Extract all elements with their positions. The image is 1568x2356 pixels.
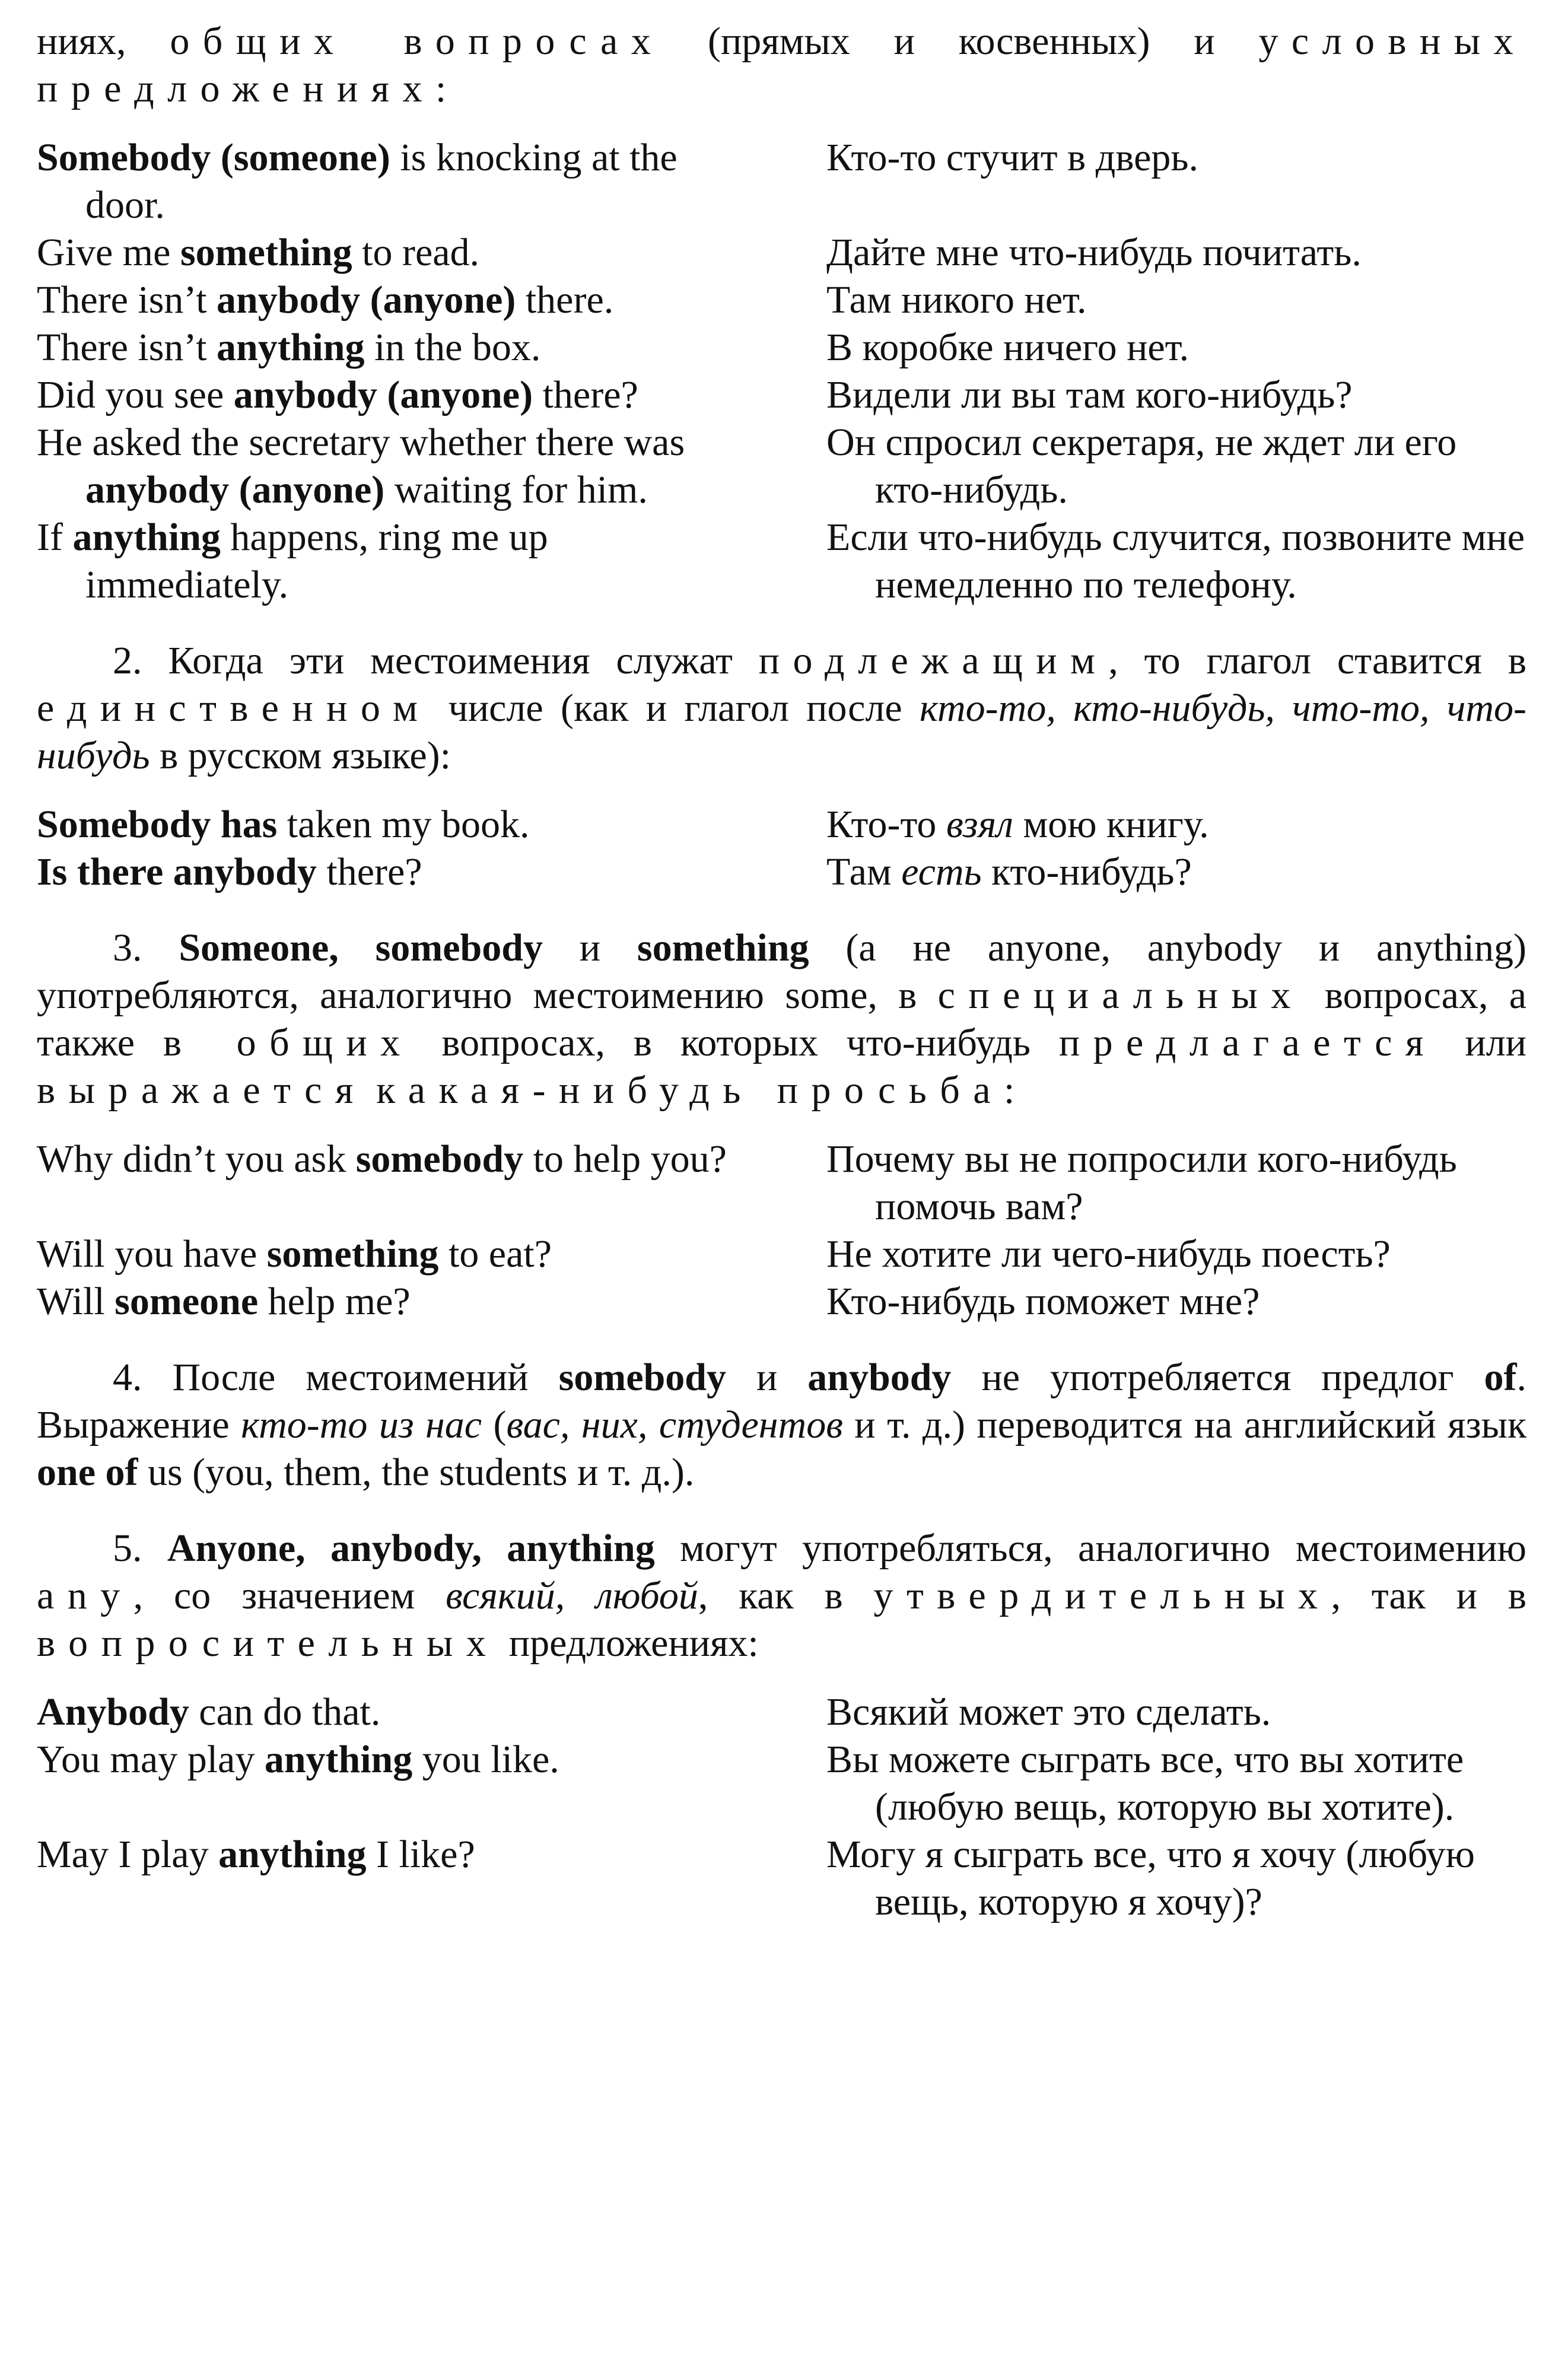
english-example: [37, 229, 731, 276]
text-run: , со значением: [133, 1574, 446, 1617]
keyword: anything: [218, 1833, 367, 1876]
keyword: Is there anybody: [37, 850, 317, 894]
rule-number: 3.: [113, 926, 142, 969]
text-run: , так и в: [1331, 1574, 1526, 1617]
text-run: Why didn’t you ask: [37, 1137, 356, 1181]
spaced-term: вопросительных: [37, 1621, 500, 1665]
text-run: help me?: [258, 1280, 411, 1323]
examples-2: [37, 801, 1526, 896]
text-run: После местоимений: [142, 1356, 559, 1399]
keyword: anything: [217, 326, 365, 369]
spaced-term: общих вопросах: [170, 20, 664, 63]
example-row: [37, 514, 1526, 609]
english-example: [37, 1278, 731, 1325]
keyword: of: [1484, 1356, 1517, 1399]
russian-translation: [826, 801, 1526, 848]
spaced-term: какая-нибудь просьба: [376, 1069, 1004, 1112]
english-example: [37, 1136, 731, 1231]
english-example: [37, 371, 731, 419]
example-row: [37, 371, 1526, 419]
text-run: [96, 1451, 106, 1494]
example-row: [37, 229, 1526, 276]
keyword: anything: [72, 516, 221, 559]
keyword: Somebody: [37, 136, 211, 179]
text-run: числе (как и глагол после: [431, 686, 920, 730]
text-run: мою книгу.: [1013, 803, 1209, 846]
text-run: и: [726, 1356, 808, 1399]
text-run: [211, 136, 221, 179]
keyword: something: [266, 1232, 439, 1276]
examples-3: [37, 1136, 1526, 1325]
text-run: He asked the secretary whether there was: [37, 421, 685, 464]
text-run: May I play: [37, 1833, 219, 1876]
english-example: [37, 801, 731, 848]
russian-translation: Видели ли вы там кого-нибудь?: [826, 373, 1353, 416]
russian-translation: Если что-нибудь случится, позвоните мне немедленно по телефону.: [826, 516, 1525, 606]
rule-4-paragraph: [37, 1354, 1526, 1496]
keyword: (someone): [220, 136, 390, 179]
text-run: Там: [826, 850, 902, 894]
english-example: [37, 848, 731, 896]
text-run: и: [542, 926, 637, 969]
text-run: не употребляется предлог: [951, 1356, 1484, 1399]
italic-term: взял: [946, 803, 1013, 846]
russian-translation: Не хотите ли чего-нибудь поесть?: [826, 1232, 1391, 1276]
text-run: you like.: [412, 1738, 559, 1781]
text-run: Give me: [37, 231, 180, 274]
example-row: [37, 1689, 1526, 1736]
russian-translation: Вы можете сыграть все, что вы хотите (любую вещь, которую вы хотите).: [826, 1738, 1464, 1829]
keyword: somebody: [355, 1137, 524, 1181]
keyword: anybody: [807, 1356, 952, 1399]
russian-translation: Кто-нибудь поможет мне?: [826, 1280, 1260, 1323]
english-example: [37, 1689, 731, 1736]
rule-number: 4.: [113, 1356, 142, 1399]
text-run: предложениях:: [499, 1621, 759, 1665]
english-example: [37, 276, 731, 324]
text-run: . Выражение: [37, 1356, 1526, 1446]
text-run: [377, 373, 387, 416]
text-run: to eat?: [438, 1232, 552, 1276]
spaced-term: выражается: [37, 1069, 367, 1112]
rule-number: 5.: [113, 1527, 142, 1570]
text-run: Did you see: [37, 373, 234, 416]
text-run: If: [37, 516, 73, 559]
text-run: [367, 1069, 377, 1112]
text-run: is knocking at the door.: [85, 136, 678, 227]
text-run: Кто-то: [826, 803, 946, 846]
text-run: Will: [37, 1280, 115, 1323]
text-run: Will you have: [37, 1232, 267, 1276]
italic-term: есть: [901, 850, 982, 894]
russian-translation: Он спросил секретаря, не ждет ли его кто-нибудь.: [826, 421, 1457, 511]
keyword: (anyone): [387, 373, 533, 416]
spaced-term: специальных: [937, 974, 1304, 1017]
example-row: [37, 1278, 1526, 1325]
keyword: of: [105, 1451, 138, 1494]
russian-translation: Кто-то стучит в дверь.: [826, 136, 1198, 179]
rule-5-paragraph: [37, 1525, 1526, 1667]
text-run: there.: [516, 278, 614, 322]
keyword: one: [37, 1451, 96, 1494]
spaced-term: предлагается: [1058, 1021, 1437, 1064]
intro-paragraph: [37, 18, 1526, 113]
text-run: или: [1436, 1021, 1526, 1064]
russian-translation: Почему вы не попросили кого-нибудь помочь вам?: [826, 1137, 1457, 1228]
rule-3-paragraph: [37, 924, 1526, 1114]
example-row: [37, 848, 1526, 896]
keyword: somebody: [558, 1356, 726, 1399]
english-example: [37, 514, 731, 609]
spaced-term: единственном: [37, 686, 431, 730]
example-row: [37, 134, 1526, 229]
text-run: [142, 926, 179, 969]
keyword: Anyone, anybody, anything: [167, 1527, 655, 1570]
english-example: [37, 134, 731, 229]
russian-translation: [826, 848, 1526, 896]
text-run: to read.: [352, 231, 480, 274]
text-run: [142, 1527, 167, 1570]
examples-5: [37, 1689, 1526, 1926]
examples-1: [37, 134, 1526, 609]
text-run: в русском языке):: [150, 734, 451, 777]
example-row: [37, 1231, 1526, 1278]
text-run: there?: [533, 373, 638, 416]
keyword: something: [180, 231, 352, 274]
text-run: us (you, them, the students и т. д.).: [138, 1451, 695, 1494]
italic-term: кто-то из нас: [241, 1403, 482, 1446]
russian-translation: Могу я сыграть все, что я хочу (любую вещь, которую я хочу)?: [826, 1833, 1475, 1923]
text-run: I like?: [366, 1833, 475, 1876]
italic-term: всякий, любой: [446, 1574, 698, 1617]
english-example: [37, 419, 731, 514]
text-run: Когда эти местоимения служат: [142, 639, 759, 682]
example-row: [37, 801, 1526, 848]
rule-2-paragraph: [37, 637, 1526, 780]
english-example: [37, 324, 731, 371]
example-row: [37, 1136, 1526, 1231]
spaced-term: в общих: [163, 1021, 414, 1064]
text-run: могут употребляться, аналогично местоимению: [654, 1527, 1526, 1570]
spaced-term: any: [37, 1574, 133, 1617]
text-run: вопросах, в которых что-нибудь: [413, 1021, 1059, 1064]
spaced-term: условных предложениях: [37, 20, 1527, 110]
spaced-term: утвердительных: [873, 1574, 1331, 1617]
keyword: (anyone): [238, 468, 385, 511]
text-run: in the box.: [364, 326, 541, 369]
keyword: Anybody: [37, 1690, 189, 1734]
text-run: [229, 468, 239, 511]
text-run: ниях,: [37, 20, 170, 63]
text-run: :: [1004, 1069, 1015, 1112]
text-run: , как в: [698, 1574, 874, 1617]
keyword: anybody: [217, 278, 361, 322]
keyword: anybody: [85, 468, 230, 511]
russian-translation: Дайте мне что-нибудь почитать.: [826, 231, 1362, 274]
english-example: [37, 1831, 731, 1926]
text-run: (: [482, 1403, 507, 1446]
keyword: someone: [115, 1280, 259, 1323]
keyword: Someone, somebody: [179, 926, 543, 969]
text-run: :: [435, 67, 447, 110]
text-run: There isn’t: [37, 278, 217, 322]
spaced-term: подлежащим: [758, 639, 1109, 682]
example-row: [37, 324, 1526, 371]
text-run: , то глагол ставится в: [1108, 639, 1526, 682]
english-example: [37, 1231, 731, 1278]
keyword: anybody: [233, 373, 377, 416]
rule-number: 2.: [113, 639, 142, 682]
text-run: You may play: [37, 1738, 265, 1781]
text-run: (а не anyone, anybody и anything) употребляются, аналогично местоимению some, в: [37, 926, 1526, 1017]
keyword: anything: [264, 1738, 413, 1781]
example-row: [37, 1831, 1526, 1926]
example-row: [37, 419, 1526, 514]
example-row: [37, 276, 1526, 324]
text-run: и т. д.) переводится на английский язык: [842, 1403, 1527, 1446]
text-run: (прямых и косвенных) и: [664, 20, 1259, 63]
russian-translation: Всякий может это сделать.: [826, 1690, 1271, 1734]
text-run: кто-нибудь?: [981, 850, 1192, 894]
keyword: something: [637, 926, 809, 969]
keyword: Somebody has: [37, 803, 278, 846]
text-run: waiting for him.: [384, 468, 648, 511]
italic-term: кто-то, кто-нибудь, что-то, что-нибудь: [37, 686, 1526, 777]
text-run: taken my book.: [277, 803, 530, 846]
text-run: вопросах, а также: [37, 974, 1526, 1064]
text-run: There isn’t: [37, 326, 217, 369]
russian-translation: В коробке ничего нет.: [826, 326, 1189, 369]
english-example: [37, 1736, 731, 1831]
text-run: [360, 278, 370, 322]
text-run: can do that.: [189, 1690, 381, 1734]
russian-translation: Там никого нет.: [826, 278, 1087, 322]
keyword: (anyone): [370, 278, 516, 322]
italic-term: вас, них, студентов: [506, 1403, 843, 1446]
example-row: [37, 1736, 1526, 1831]
text-run: there?: [316, 850, 422, 894]
text-run: happens, ring me up immediately.: [85, 516, 548, 606]
text-run: to help you?: [523, 1137, 727, 1181]
